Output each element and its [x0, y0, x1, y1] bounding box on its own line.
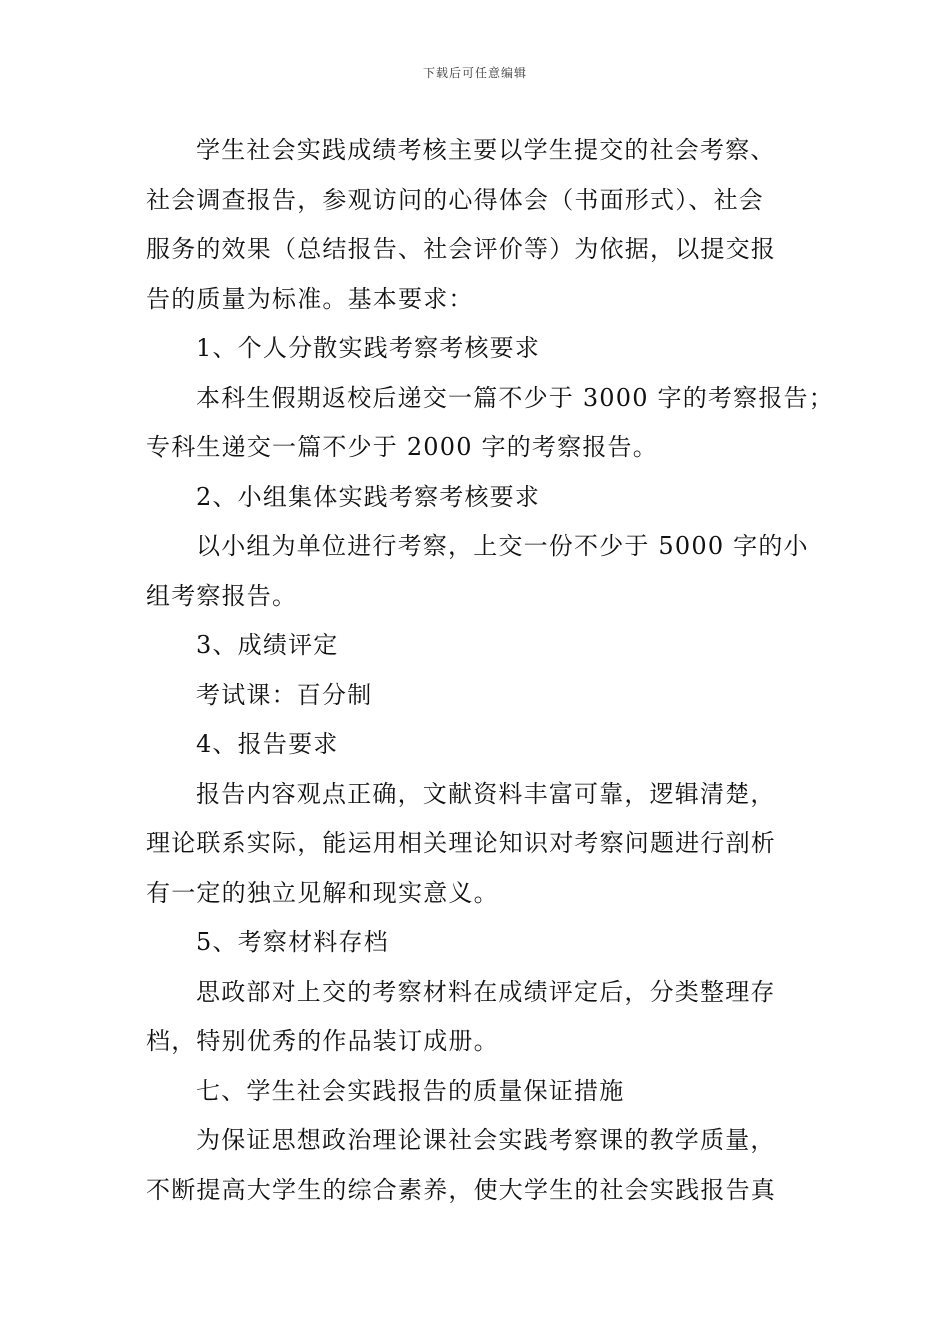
- text-line-21: 为保证思想政治理论课社会实践考察课的教学质量，: [196, 1126, 776, 1154]
- text-line-6: 本科生假期返校后递交一篇不少于 3000 字的考察报告；: [196, 383, 834, 412]
- text-line-4: 告的质量为标准。基本要求：: [146, 284, 474, 313]
- section-heading-7: 七、学生社会实践报告的质量保证措施: [196, 1076, 625, 1105]
- text-line-7: 专科生递交一篇不少于 2000 字的考察报告。: [146, 433, 658, 461]
- text-line-16: 有一定的独立见解和现实意义。: [146, 878, 499, 907]
- text-line-14: 报告内容观点正确，文献资料丰富可靠，逻辑清楚，: [196, 779, 776, 808]
- text-line-2: 社会调查报告，参观访问的心得体会（书面形式）、社会: [146, 185, 764, 214]
- text-line-3: 服务的效果（总结报告、社会评价等）为依据，以提交报: [146, 235, 776, 263]
- text-line-15: 理论联系实际，能运用相关理论知识对考察问题进行剖析: [146, 829, 776, 857]
- text-line-19: 档，特别优秀的作品装订成册。: [146, 1027, 499, 1055]
- section-heading-5: 5、考察材料存档: [196, 928, 389, 956]
- section-heading-1: 1、个人分散实践考察考核要求: [196, 334, 541, 362]
- page-header-note: 下载后可任意编辑: [422, 66, 527, 80]
- text-line-1: 学生社会实践成绩考核主要以学生提交的社会考察、: [196, 136, 776, 164]
- section-heading-3: 3、成绩评定: [196, 631, 339, 659]
- text-line-9: 以小组为单位进行考察，上交一份不少于 5000 字的小: [196, 532, 809, 560]
- document-body: [146, 126, 836, 1215]
- section-heading-4: 4、报告要求: [196, 730, 339, 758]
- text-line-22: 不断提高大学生的综合素养，使大学生的社会实践报告真: [146, 1175, 776, 1204]
- text-line-18: 思政部对上交的考察材料在成绩评定后，分类整理存: [196, 977, 776, 1006]
- text-line-12: 考试课：百分制: [196, 680, 373, 709]
- section-heading-2: 2、小组集体实践考察考核要求: [196, 482, 541, 511]
- text-line-10: 组考察报告。: [146, 581, 298, 610]
